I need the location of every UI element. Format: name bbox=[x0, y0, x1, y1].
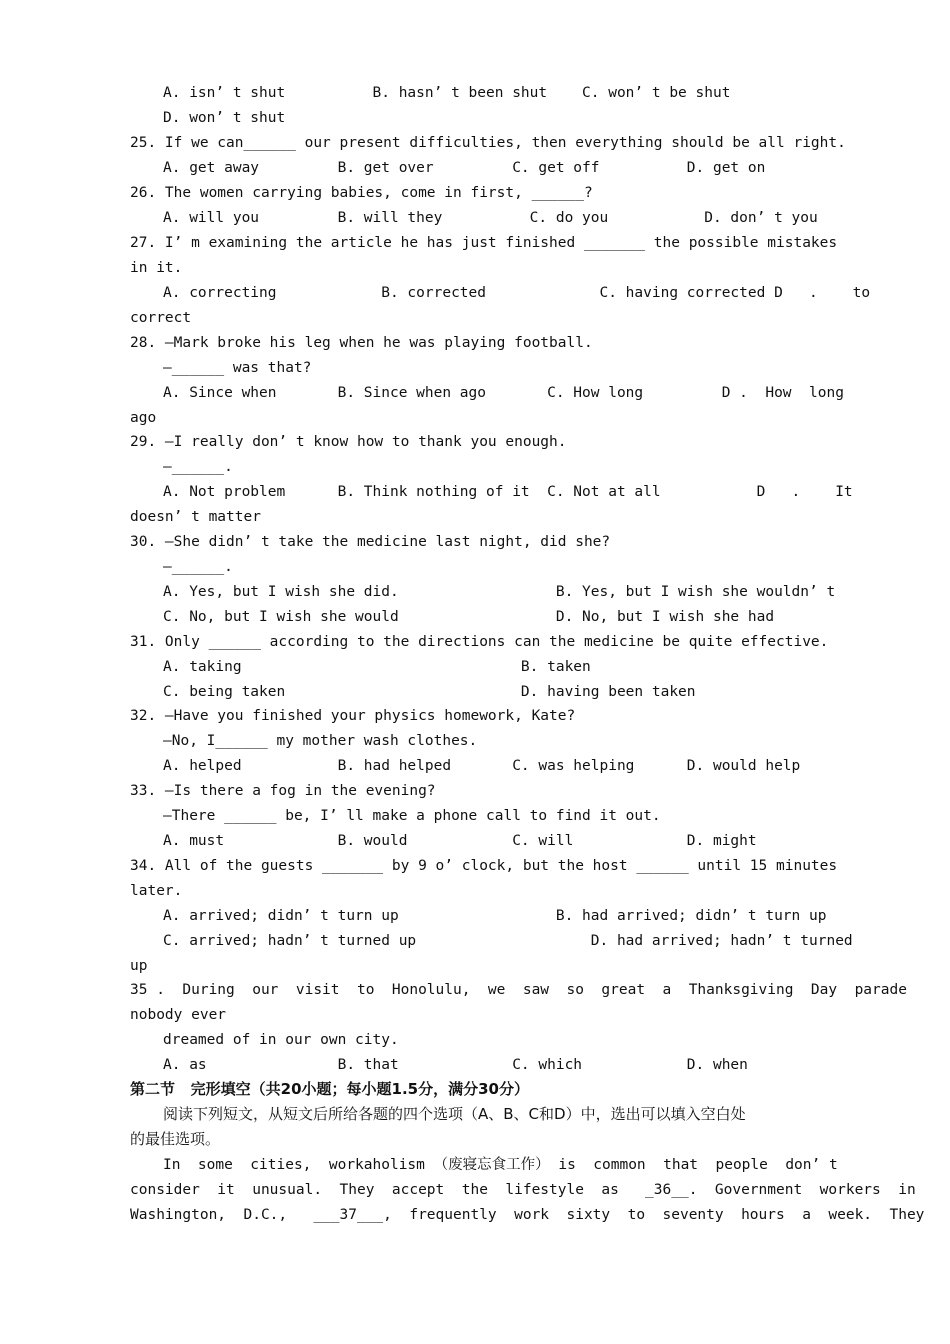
q31-options-line1: A. taking B. taken bbox=[163, 659, 591, 675]
q34-options-line2: C. arrived; hadn’ t turned up D. had arrived; hadn’ t turned bbox=[163, 933, 853, 949]
section2-instruction-line1: 阅读下列短文，从短文后所给各题的四个选项（A、B、C和D）中，选出可以填入空白处 bbox=[163, 1105, 746, 1123]
q32-stem: 32. —Have you finished your physics homework, Kate? bbox=[130, 708, 576, 724]
q24-options-line2: D. won’ t shut bbox=[163, 110, 286, 126]
q28-response: —______ was that? bbox=[163, 360, 312, 376]
q28-options-line2: ago bbox=[130, 410, 157, 426]
q34-options-line3: up bbox=[130, 958, 148, 974]
q29-options-line2: doesn’ t matter bbox=[130, 509, 261, 525]
q33-stem: 33. —Is there a fog in the evening? bbox=[130, 783, 436, 799]
q34-stem-line1: 34. All of the guests _______ by 9 o’ clock, but the host ______ until 15 minutes bbox=[130, 858, 838, 874]
q35-options: A. as B. that C. which D. when bbox=[163, 1057, 748, 1073]
q26-stem: 26. The women carrying babies, come in first, ______? bbox=[130, 185, 593, 201]
q27-options-line1: A. correcting B. corrected C. having corrected D . to bbox=[163, 285, 871, 301]
q28-options-line1: A. Since when B. Since when ago C. How long D . How long bbox=[163, 385, 844, 401]
q30-response: —______. bbox=[163, 559, 233, 575]
section2-heading: 第二节 完形填空（共20小题；每小题1.5分，满分30分） bbox=[130, 1080, 529, 1098]
q35-stem-line3: dreamed of in our own city. bbox=[163, 1032, 399, 1048]
passage-line2: consider it unusual. They accept the lifestyle as _36__. Government workers in bbox=[130, 1182, 916, 1198]
q32-options: A. helped B. had helped C. was helping D. would help bbox=[163, 758, 801, 774]
q27-stem-line1: 27. I’ m examining the article he has just finished _______ the possible mistakes bbox=[130, 235, 838, 251]
passage-line3: Washington, D.C., ___37___, frequently work sixty to seventy hours a week. They bbox=[130, 1207, 925, 1223]
q33-response: —There ______ be, I’ ll make a phone call to find it out. bbox=[163, 808, 661, 824]
q27-stem-line2: in it. bbox=[130, 260, 183, 276]
q34-stem-line2: later. bbox=[130, 883, 183, 899]
q30-stem: 30. —She didn’ t take the medicine last night, did she? bbox=[130, 534, 611, 550]
q31-options-line2: C. being taken D. having been taken bbox=[163, 684, 696, 700]
q29-options-line1: A. Not problem B. Think nothing of it C. Not at all D . It bbox=[163, 484, 853, 500]
section2-instruction-line2: 的最佳选项。 bbox=[130, 1130, 221, 1148]
q27-options-line2: correct bbox=[130, 310, 192, 326]
q35-stem-line1: 35 . During our visit to Honolulu, we saw so great a Thanksgiving Day parade bbox=[130, 982, 907, 998]
q34-options-line1: A. arrived; didn’ t turn up B. had arrived; didn’ t turn up bbox=[163, 908, 827, 924]
q29-stem: 29. —I really don’ t know how to thank you enough. bbox=[130, 434, 567, 450]
q30-options-line2: C. No, but I wish she would D. No, but I wish she had bbox=[163, 609, 775, 625]
q28-stem: 28. —Mark broke his leg when he was playing football. bbox=[130, 335, 593, 351]
q25-stem: 25. If we can______ our present difficulties, then everything should be all right. bbox=[130, 135, 846, 151]
q33-options: A. must B. would C. will D. might bbox=[163, 833, 757, 849]
q31-stem: 31. Only ______ according to the directions can the medicine be quite effective. bbox=[130, 634, 829, 650]
q35-stem-line2: nobody ever bbox=[130, 1007, 227, 1023]
q24-options-line1: A. isn’ t shut B. hasn’ t been shut C. won’ t be shut bbox=[163, 85, 731, 101]
q32-response: —No, I______ my mother wash clothes. bbox=[163, 733, 478, 749]
q29-response: —______. bbox=[163, 459, 233, 475]
q26-options: A. will you B. will they C. do you D. don’ t you bbox=[163, 210, 818, 226]
passage-line1: In some cities, workaholism （废寝忘食工作） is common that people don’ t bbox=[163, 1157, 838, 1173]
q25-options: A. get away B. get over C. get off D. get on bbox=[163, 160, 766, 176]
q30-options-line1: A. Yes, but I wish she did. B. Yes, but I wish she wouldn’ t bbox=[163, 584, 836, 600]
